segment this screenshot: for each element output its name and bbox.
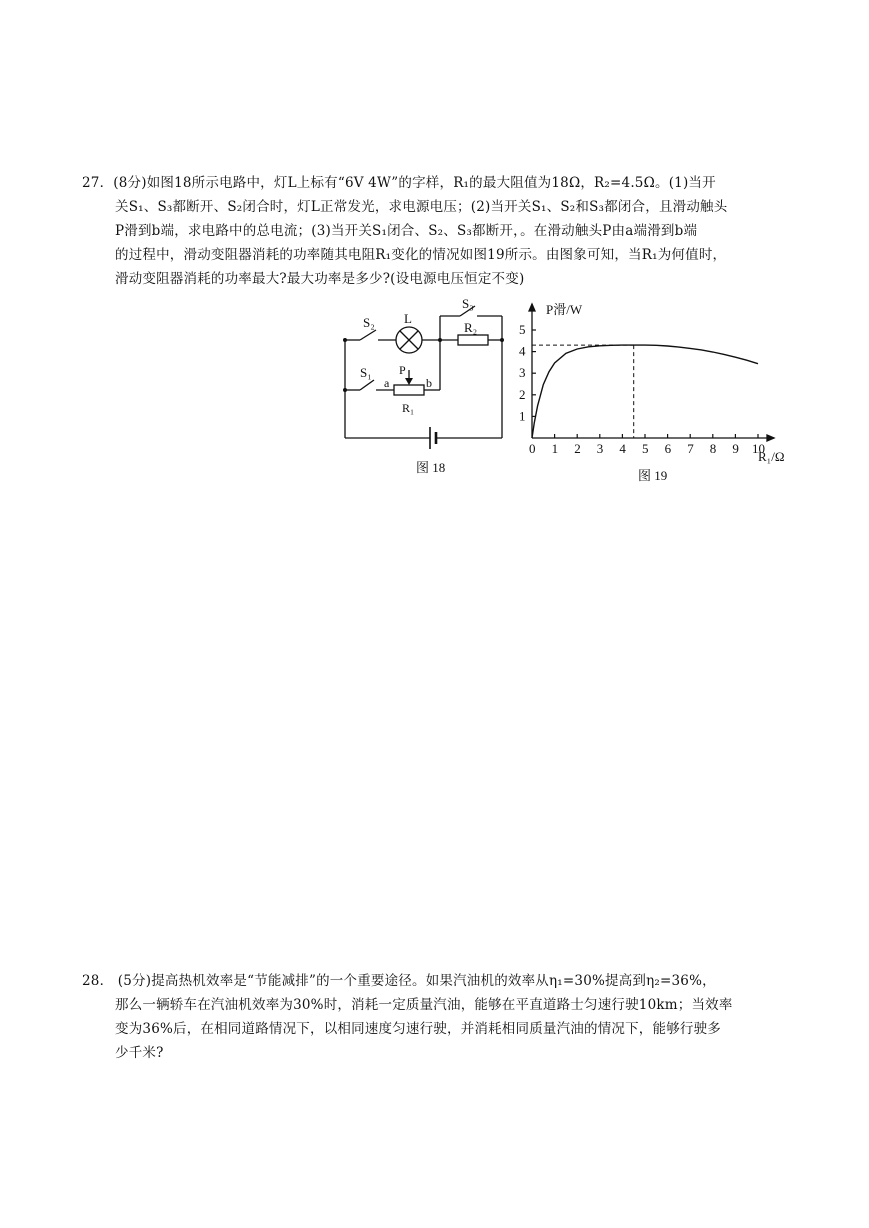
q27-line-5: 滑动变阻器消耗的功率最大?最大功率是多少?(设电源电压恒定不变) — [115, 271, 525, 287]
figure-19-caption: 图 19 — [638, 468, 668, 483]
label-s2: S₂ — [363, 315, 375, 330]
y-tick-label: 1 — [519, 408, 526, 424]
figure-18-circuit — [330, 290, 520, 480]
x-tick-label: 2 — [574, 441, 581, 456]
x-tick-label: 1 — [551, 441, 559, 456]
y-tick-label: 3 — [519, 365, 526, 381]
label-r1: R₁ — [402, 401, 415, 415]
q27-line-4: 的过程中，滑动变阻器消耗的功率随其电阻R₁变化的情况如图19所示。由图象可知，当R₁为何值时， — [115, 247, 727, 263]
x-tick-label: 5 — [642, 441, 649, 456]
question-27 — [82, 171, 787, 291]
label-a: a — [384, 376, 390, 390]
y-axis-label: P滑/W — [546, 302, 583, 317]
q28-line-2: 那么一辆轿车在汽油机效率为30%时，消耗一定质量汽油，能够在平直道路士匀速行驶10km；当效率 — [115, 997, 733, 1013]
q27-line-1: 27．(8分)如图18所示电路中，灯L上标有“6V 4W”的字样，R₁的最大阻值为18Ω，R₂=4.5Ω。(1)当开 — [82, 175, 716, 191]
x-tick-label: 8 — [709, 441, 717, 456]
q27-line-2: 关S₁、S₃都断开、S₂闭合时，灯L正常发光，求电源电压；(2)当开关S₁、S₂和S₃都闭合，且滑动触头 — [115, 199, 728, 215]
y-tick-label: 2 — [519, 386, 526, 402]
x-tick-label: 10 — [752, 441, 765, 456]
q28-line-1: 28． (5分)提高热机效率是“节能减排”的一个重要途径。如果汽油机的效率从η₁=30%提高到η₂=36%， — [82, 973, 716, 989]
series-curve — [532, 345, 758, 438]
label-lamp: L — [404, 311, 412, 326]
q28-line-4: 少千米? — [115, 1045, 164, 1061]
label-p: P — [399, 363, 406, 377]
x-tick-label: 7 — [687, 441, 694, 456]
label-r2: R₂ — [464, 320, 478, 335]
x-tick-label: 4 — [619, 441, 626, 456]
question-28 — [82, 969, 787, 1065]
x-axis-label: R₁/Ω — [758, 449, 785, 464]
label-s3: S₃ — [462, 296, 474, 311]
y-tick-label: 5 — [519, 322, 526, 337]
label-b: b — [426, 376, 432, 390]
q28-line-3: 变为36%后，在相同道路情况下，以相同速度匀速行驶，并消耗相同质量汽油的情况下，能够行驶多 — [115, 1021, 722, 1037]
x-tick-label: 9 — [732, 441, 739, 456]
x-tick-label: 6 — [664, 441, 672, 456]
q27-line-3: P滑到b端，求电路中的总电流；(3)当开关S₁闭合、S₂、S₃都断开，。在滑动触头P由a端滑到b端 — [115, 223, 698, 239]
x-tick-label: 3 — [596, 441, 604, 456]
figure-18-caption: 图 18 — [416, 460, 446, 475]
x-axis-arrow — [767, 435, 774, 441]
y-tick-label: 4 — [519, 343, 526, 359]
label-s1: S₁ — [360, 365, 372, 380]
figure-19-chart — [510, 292, 800, 484]
x-tick-label: 0 — [529, 441, 536, 456]
y-axis-arrow — [529, 304, 535, 311]
